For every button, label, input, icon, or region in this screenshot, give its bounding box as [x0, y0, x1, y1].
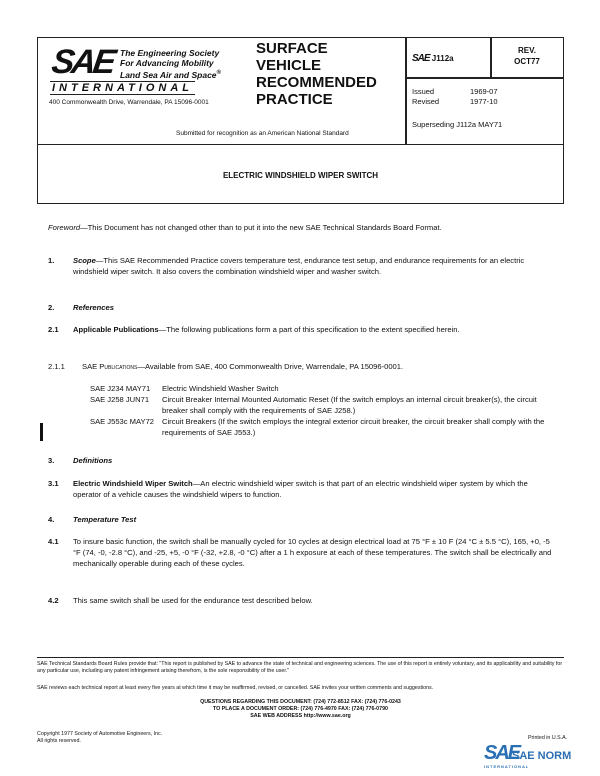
footer-contact: QUESTIONS REGARDING THIS DOCUMENT: (724) 772-8512 FAX: (724) 776-0243 TO PLACE A DOCUMENT ORDER: (724) 776-4970 FAX: (724) 776-0790 SAE WEB ADDRESS http://www.sae.org	[200, 699, 401, 719]
foreword: Foreword—This Document has not changed other than to put it into the new SAE Technical Standards Board Format.	[48, 223, 442, 232]
society-line-3: Land Sea Air and Space®	[120, 69, 221, 80]
section-4-num: 4.	[48, 515, 55, 524]
society-line-2: For Advancing Mobility	[120, 58, 214, 68]
section-2-1-num: 2.1	[48, 325, 59, 334]
revision: REV. OCT77	[514, 46, 540, 66]
section-4-1-num: 4.1	[48, 537, 59, 546]
printed-note: Printed in U.S.A.	[528, 735, 568, 741]
document-type-title: SURFACE VEHICLE RECOMMENDED PRACTICE	[256, 40, 377, 108]
sae-logo: SAE	[49, 43, 116, 81]
change-bar	[40, 423, 43, 441]
header-divider-3	[405, 77, 564, 79]
issue-dates: Issued 1969-07 Revised 1977-10	[412, 87, 498, 106]
section-3-1: Electric Windshield Wiper Switch—An electric windshield wiper switch is that part of an electric windshield wiper system by which the operator of a vehicle causes the windshield wipers to function.	[73, 479, 528, 499]
footer-review-note: SAE reviews each technical report at least every five years at which time it may be reaffirmed, revised, or cancelled. SAE invites your written comments and suggestions.	[37, 685, 434, 691]
section-4-2-num: 4.2	[48, 596, 59, 605]
section-4-heading: Temperature Test	[73, 515, 137, 524]
section-3-heading: Definitions	[73, 456, 113, 465]
section-2-1-1-num: 2.1.1	[48, 362, 65, 371]
header-divider-1	[405, 37, 407, 145]
superseding: Superseding J112a MAY71	[412, 120, 503, 129]
section-3-num: 3.	[48, 456, 55, 465]
sae-norm-logo: SAE SAE NORM INTERNATIONAL	[484, 742, 572, 769]
sae-address: 400 Commonwealth Drive, Warrendale, PA 15096-0001	[49, 99, 209, 106]
submitted-note: Submitted for recognition as an American National Standard	[176, 130, 349, 137]
document-title: ELECTRIC WINDSHIELD WIPER SWITCH	[222, 171, 379, 180]
society-tagline	[120, 48, 221, 80]
section-2-heading: References	[73, 303, 114, 312]
section-1-scope: Scope—This SAE Recommended Practice covers temperature test, endurance test setup, and endurance requirements for an electric windshield wiper switch. It also covers the combination windshield wiper and washer switch.	[73, 256, 525, 276]
doc-number: SAE J112a	[412, 53, 454, 64]
section-3-1-num: 3.1	[48, 479, 59, 488]
copyright: Copyright 1977 Society of Automotive Engineers, Inc. All rights reserved.	[37, 731, 163, 744]
section-4-2: This same switch shall be used for the endurance test described below.	[73, 596, 313, 605]
section-1-num: 1.	[48, 256, 55, 265]
section-2-1-1: SAE Publications—Available from SAE, 400 Commonwealth Drive, Warrendale, PA 15096-0001.	[82, 362, 404, 371]
society-line-1: The Engineering Society	[120, 48, 220, 58]
section-2-num: 2.	[48, 303, 55, 312]
reference-2: SAE J258 JUN71 Circuit Breaker Internal Mounted Automatic Reset (If the switch employs an internal circuit breaker(s), the circuit breaker shall comply with the requirements of SAE J258.)	[90, 395, 537, 415]
international-wordmark: INTERNATIONAL	[52, 82, 194, 94]
reference-1: SAE J234 MAY71 Electric Windshield Washer Switch	[90, 384, 279, 393]
section-4-1: To insure basic function, the switch shall be manually cycled for 10 cycles at design electrical load at 75 °F ± 10 F (24 °C ± 5.5 °C), 165, +0, -5 °F (74, -0, -2.8 °C), and -25, +5, -0 °F (-32, +2.8, -0 °C) after a 1 h exposure at each of these temperatures. The switch shall be electrically and mechanically operable during each of these cycles.	[73, 537, 552, 568]
section-2-1: Applicable Publications—The following publications form a part of this specification to the extent specified herein.	[73, 325, 460, 334]
footer-rules-note: SAE Technical Standards Board Rules provide that: "This report is published by SAE to advance the state of technical and engineering sciences. The use of this report is entirely voluntary, and its applicability and suitability for any particular use, including any patent infringement arising therefrom, is the sole responsibility of the user."	[37, 661, 563, 674]
footer-rule	[37, 657, 564, 658]
reference-3: SAE J553c MAY72 Circuit Breakers (If the switch employs the integral exterior circuit breaker, the circuit breaker shall comply with the requirements of SAE J553.)	[90, 417, 545, 437]
